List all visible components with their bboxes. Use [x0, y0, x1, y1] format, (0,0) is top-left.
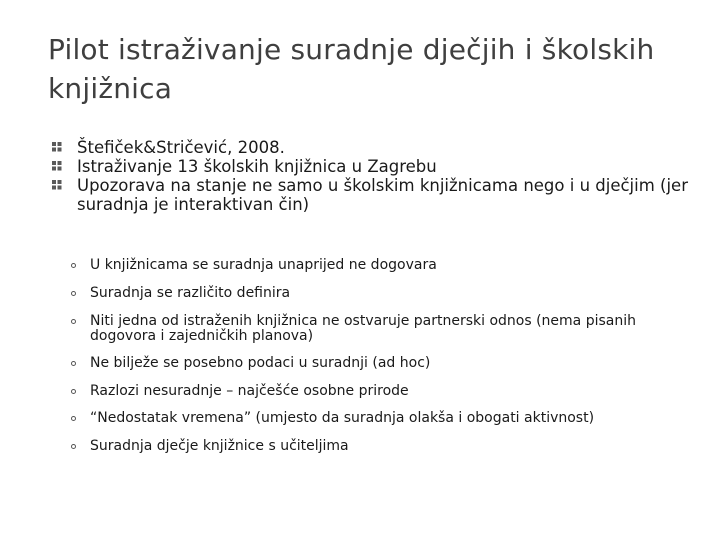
square-grid-bullet-icon: [52, 161, 62, 171]
hollow-circle-bullet-icon: [71, 389, 76, 394]
hollow-circle-bullet-icon: [71, 416, 76, 421]
bullet-text: Istraživanje 13 školskih knjižnica u Zagrebu: [77, 157, 437, 176]
sub-bullet-item: [70, 411, 690, 426]
sub-bullet-text: Niti jedna od istraženih knjižnica ne ostvaruje partnerski odnos (nema pisanih dogovora i zajedničkih planova): [90, 313, 636, 344]
sub-bullet-item: [70, 314, 690, 344]
sub-bullet-item: [70, 286, 690, 301]
bullet-item: [52, 157, 702, 176]
sub-bullet-text: Razlozi nesuradnje – najčešće osobne prirode: [90, 383, 409, 399]
sub-bullet-text: Suradnja dječje knjižnice s učiteljima: [90, 438, 349, 454]
bullet-text: Štefiček&Stričević, 2008.: [77, 138, 285, 157]
hollow-circle-bullet-icon: [71, 444, 76, 449]
sub-bullet-item: [70, 384, 690, 399]
sub-bullet-text: U knjižnicama se suradnja unaprijed ne dogovara: [90, 257, 437, 273]
sub-bullet-item: [70, 439, 690, 454]
main-bullet-list: [52, 138, 702, 214]
bullet-text: Upozorava na stanje ne samo u školskim knjižnicama nego i u dječjim (jer suradnja je interaktivan čin): [77, 176, 688, 214]
sub-bullet-text: Suradnja se različito definira: [90, 285, 291, 301]
sub-bullet-item: [70, 258, 690, 273]
hollow-circle-bullet-icon: [71, 263, 76, 268]
sub-bullet-item: [70, 356, 690, 371]
hollow-circle-bullet-icon: [71, 319, 76, 324]
hollow-circle-bullet-icon: [71, 291, 76, 296]
square-grid-bullet-icon: [52, 180, 62, 190]
bullet-item: [52, 138, 702, 157]
sub-bullet-text: “Nedostatak vremena” (umjesto da suradnja olakša i obogati aktivnost): [90, 410, 595, 426]
bullet-item: [52, 176, 702, 214]
hollow-circle-bullet-icon: [71, 361, 76, 366]
square-grid-bullet-icon: [52, 142, 62, 152]
sub-bullet-text: Ne bilježe se posebno podaci u suradnji (ad hoc): [90, 355, 431, 371]
slide-title: Pilot istraživanje suradnje dječjih i školskih knjižnica: [48, 33, 655, 105]
